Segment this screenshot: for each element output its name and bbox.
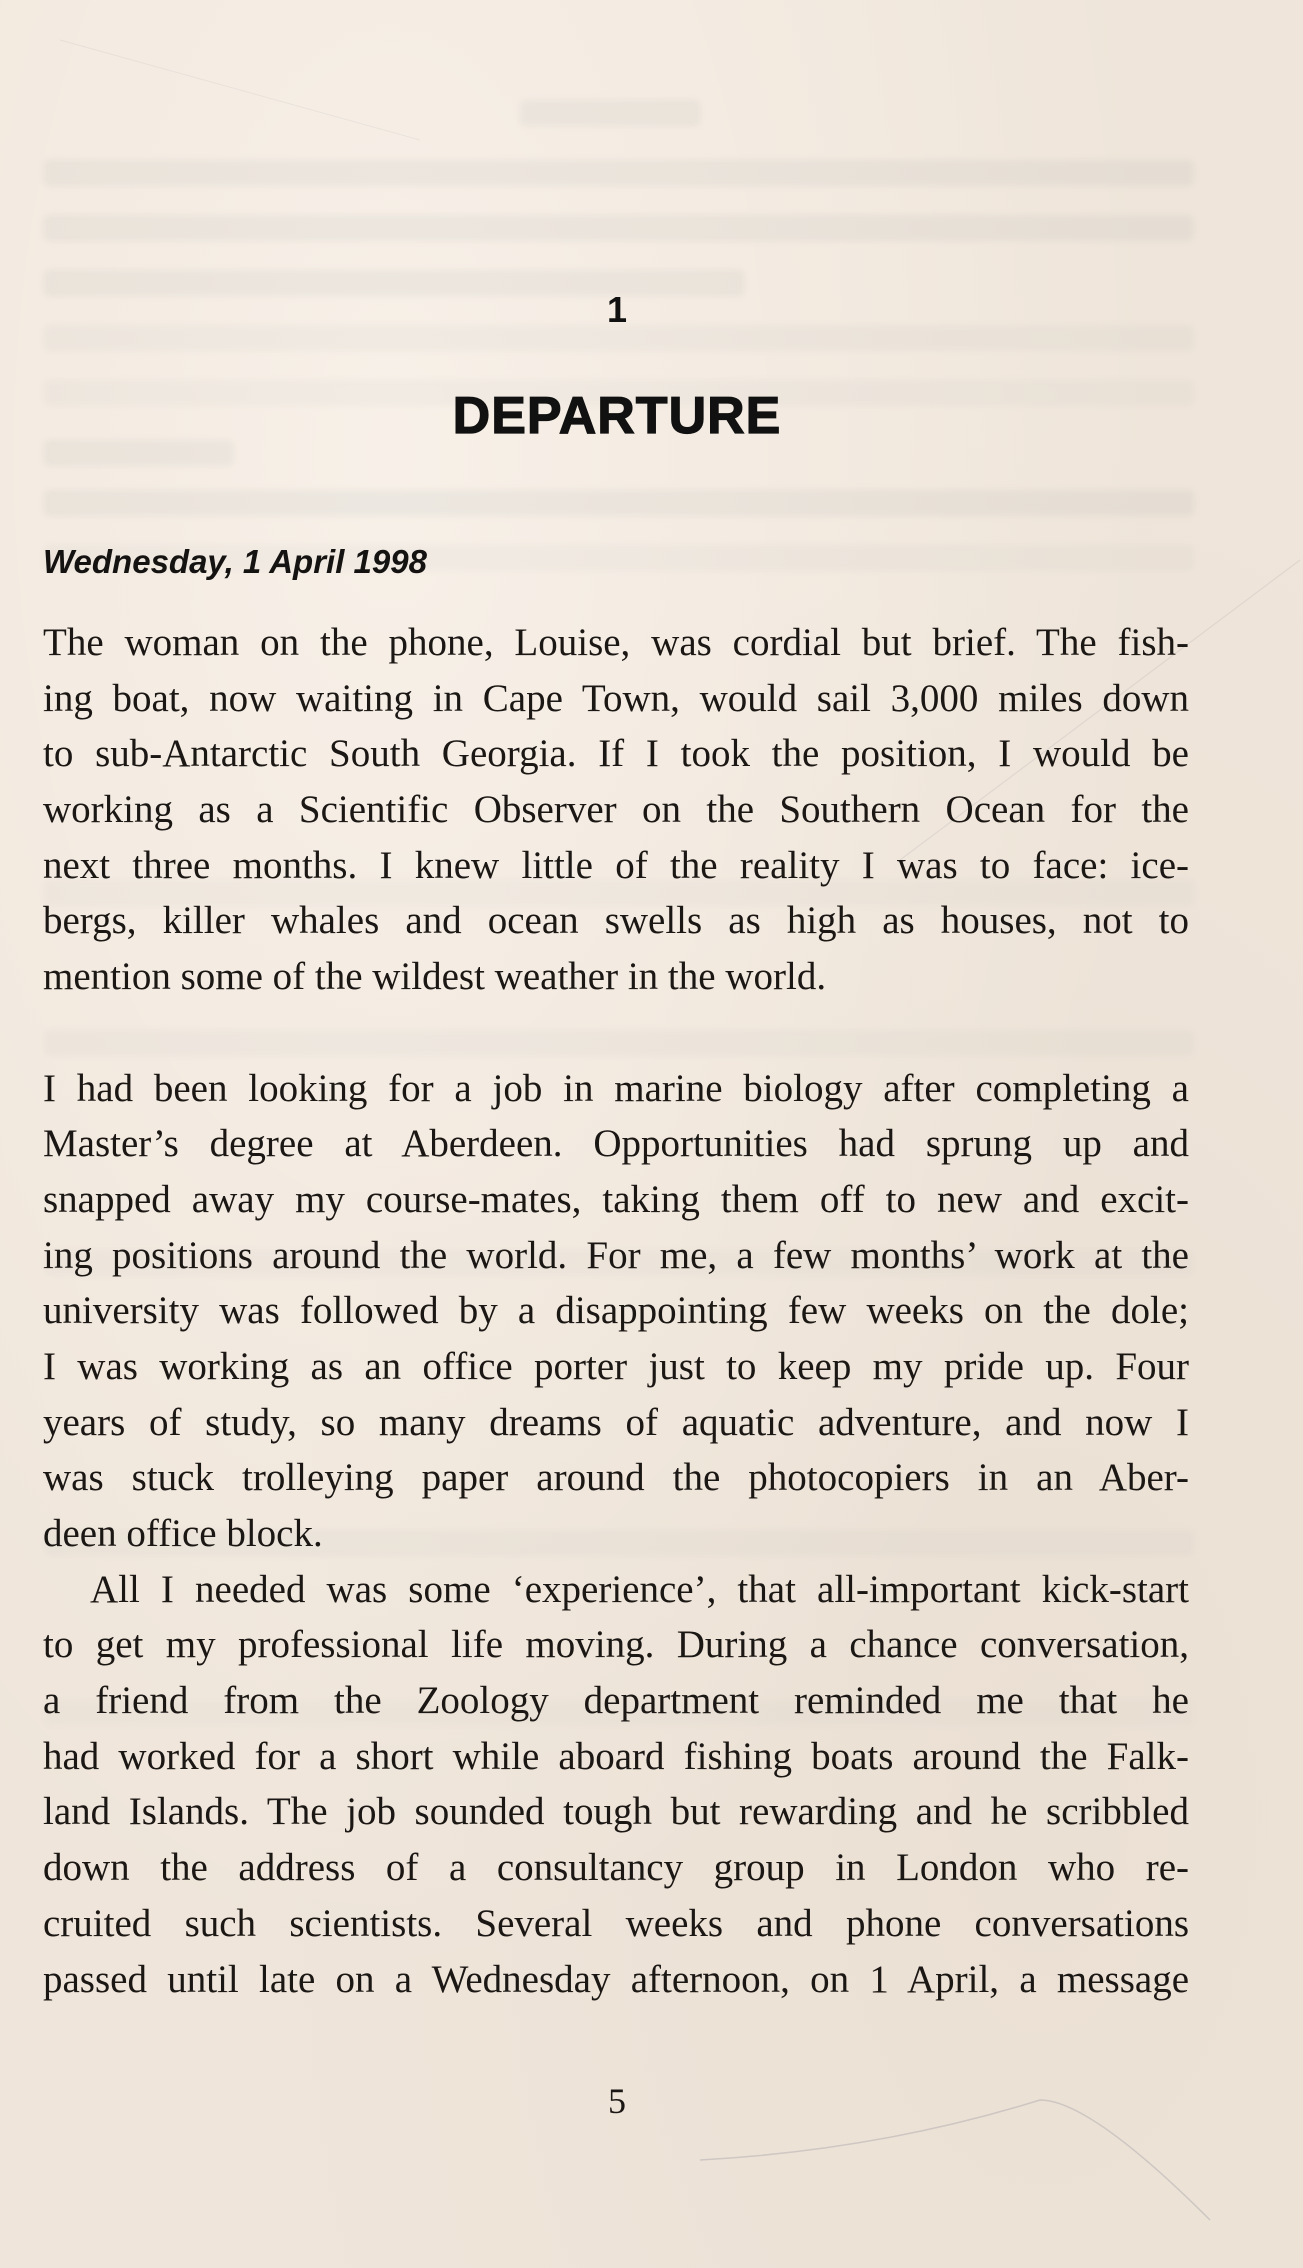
text-line: to sub-Antarctic South Georgia. If I took the position, I would be [43, 732, 1189, 776]
text-line: cruited such scientists. Several weeks and phone conversations [43, 1901, 1189, 1945]
text-line: had worked for a short while aboard fishing boats around the Falk- [43, 1734, 1189, 1778]
text-line: The woman on the phone, Louise, was cordial but brief. The fish- [43, 621, 1189, 664]
text-line: snapped away my course-mates, taking them off to new and excit- [43, 1177, 1189, 1221]
text-line: a friend from the Zoology department reminded me that he [43, 1679, 1189, 1723]
text-line: years of study, so many dreams of aquatic adventure, and now I [43, 1400, 1189, 1444]
text-line: mention some of the wildest weather in the world. [43, 955, 827, 999]
text-line: I was working as an office porter just to keep my pride up. Four [43, 1344, 1189, 1388]
text-line: was stuck trolleying paper around the photocopiers in an Aber- [43, 1456, 1189, 1500]
text-line: next three months. I knew little of the reality I was to face: ice- [43, 843, 1189, 887]
paragraph-2 [43, 1061, 1189, 1562]
text-line: ing positions around the world. For me, a few months’ work at the [43, 1233, 1189, 1277]
text-line: deen office block. [43, 1512, 323, 1555]
text-line: down the address of a consultancy group in London who re- [43, 1846, 1189, 1890]
text-line: working as a Scientific Observer on the Southern Ocean for the [43, 788, 1189, 832]
text-line: bergs, killer whales and ocean swells as high as houses, not to [43, 899, 1189, 943]
body-text [43, 615, 1189, 2007]
paragraph-spacer [43, 1005, 1189, 1061]
text-line: Master’s degree at Aberdeen. Opportunities had sprung up and [43, 1122, 1189, 1166]
text-line: land Islands. The job sounded tough but rewarding and he scribbled [43, 1790, 1189, 1834]
chapter-number: 1 [606, 289, 628, 330]
paragraph-3 [43, 1562, 1189, 2008]
text-line: university was followed by a disappointing few weeks on the dole; [43, 1289, 1189, 1333]
text-line: All I needed was some ‘experience’, that all-important kick-start [90, 1567, 1189, 1611]
paragraph-1 [43, 615, 1189, 1005]
diary-entry-date: Wednesday, 1 April 1998 [43, 543, 427, 580]
text-line: ing boat, now waiting in Cape Town, would sail 3,000 miles down [43, 676, 1189, 720]
text-line: I had been looking for a job in marine biology after completing a [43, 1066, 1189, 1110]
text-line: to get my professional life moving. During a chance conversation, [43, 1623, 1189, 1667]
chapter-title: DEPARTURE [452, 387, 782, 445]
text-line: passed until late on a Wednesday afternoon, on 1 April, a message [43, 1957, 1189, 2001]
page-number: 5 [608, 2081, 626, 2121]
